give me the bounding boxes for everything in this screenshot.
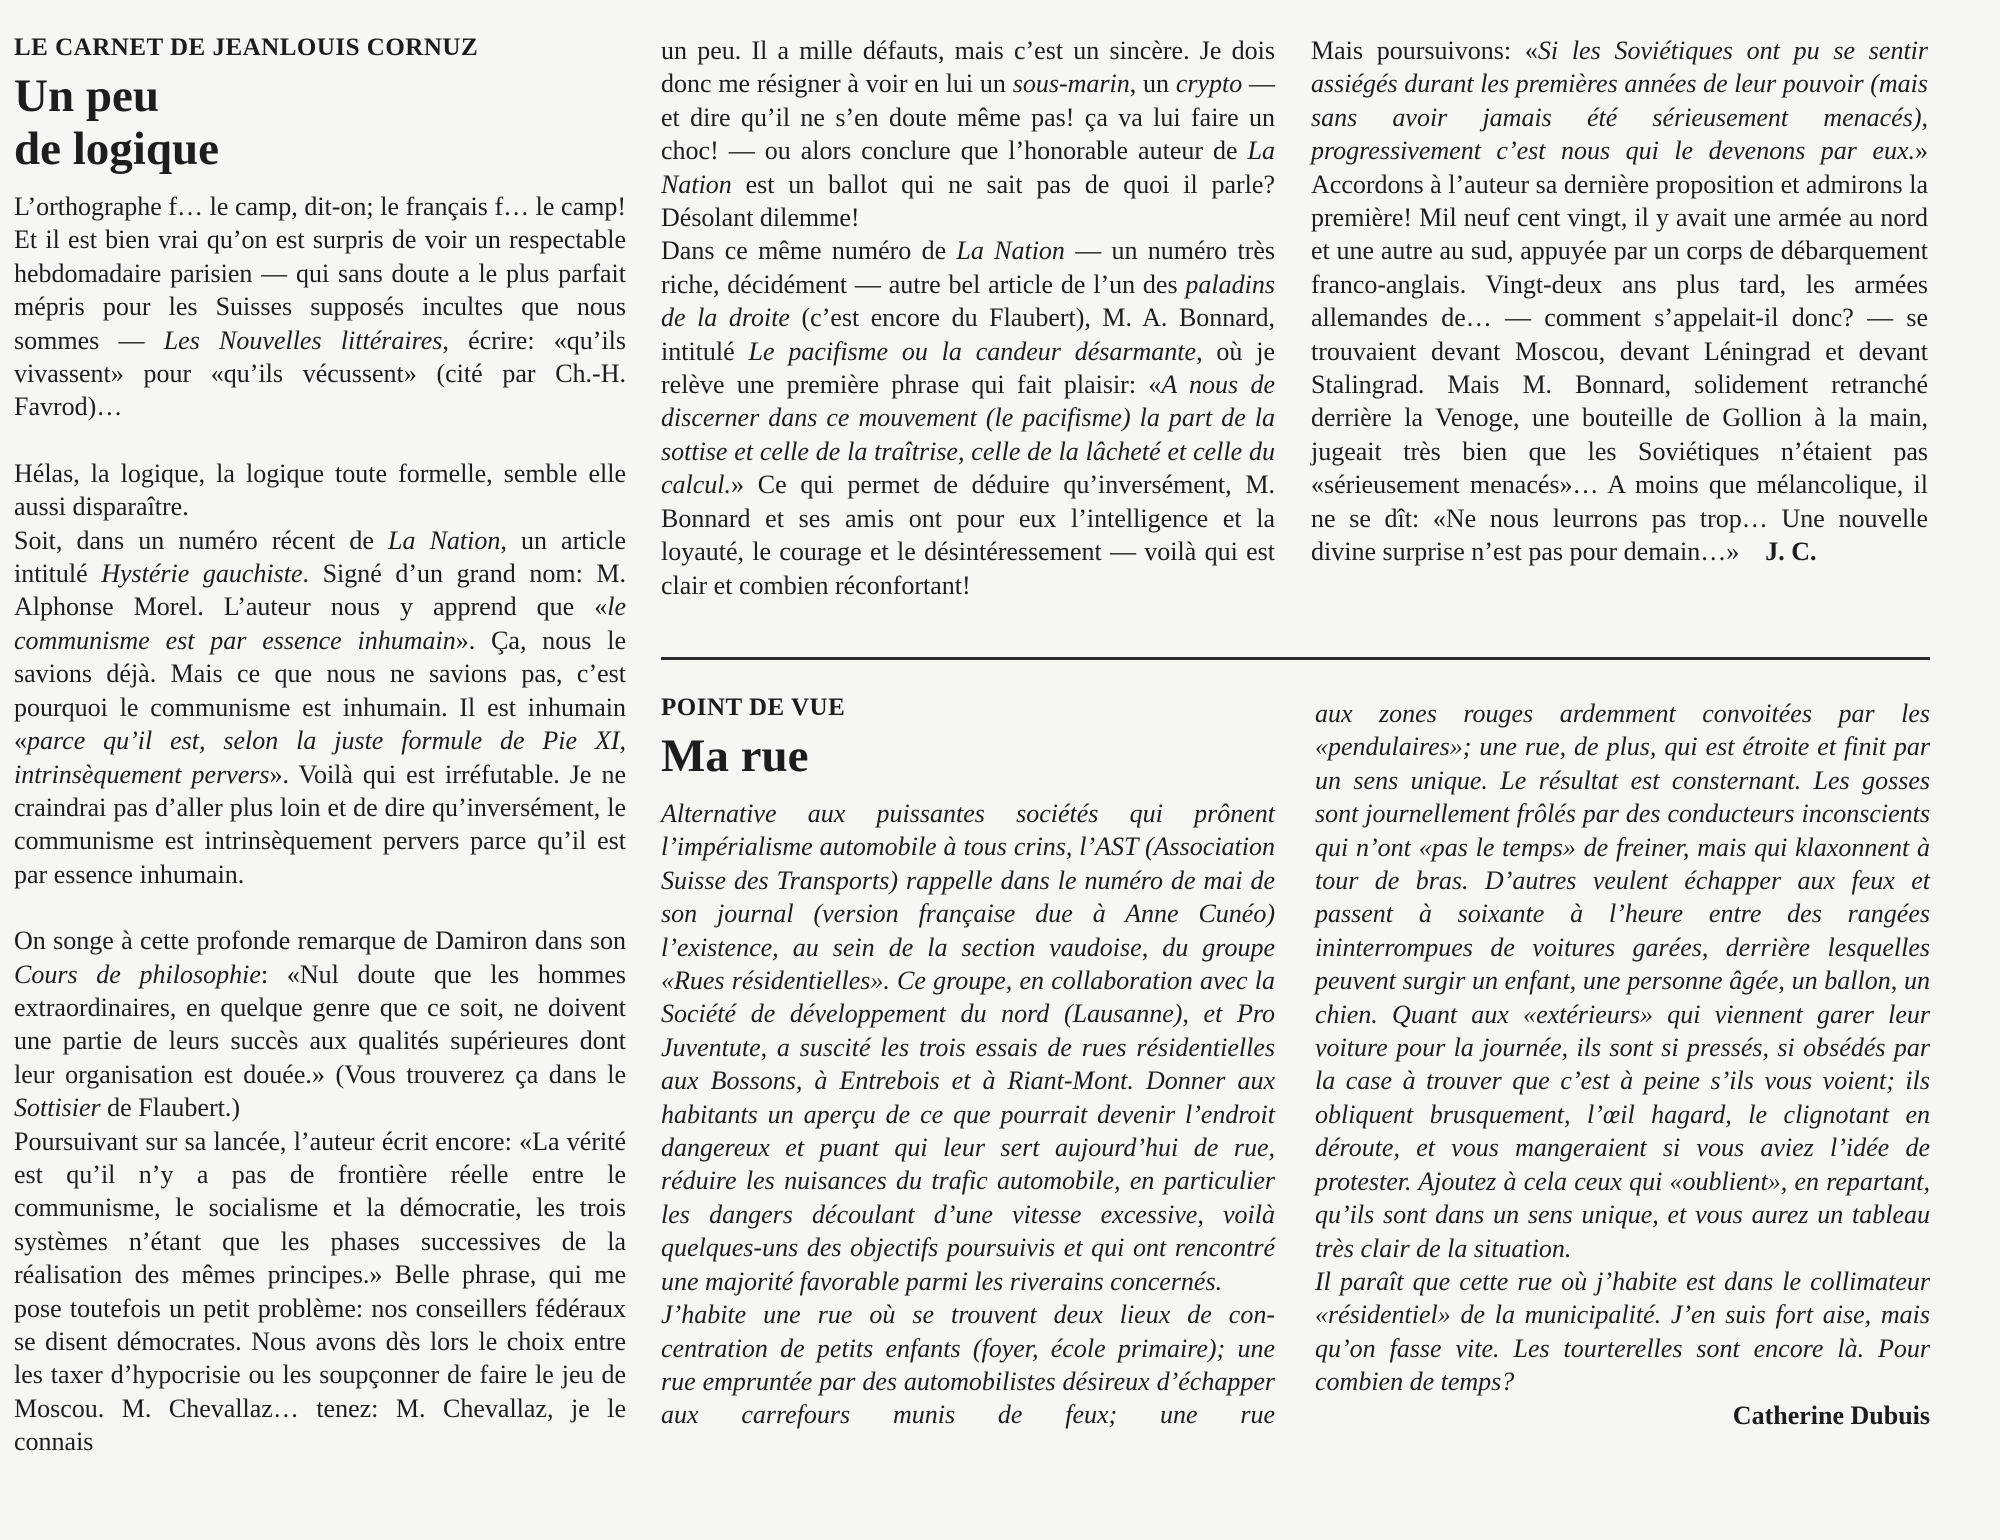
- text-run: ». Ça, nous le savions déjà. Mais ce que nous ne savions pas, c’est pourquoi le communisme est inhumain. Il est inhumain «: [14, 625, 627, 756]
- text-run: de Flaubert.): [100, 1093, 241, 1123]
- carnet-paragraph-1: [14, 190, 626, 424]
- text-run-italic: Cours de philosophie: [14, 959, 261, 989]
- text-run: est un ballot qui ne sait pas de quoi il parle? Désolant dilemme!: [661, 169, 1275, 233]
- text-run-italic: Les Nouvelles littéraires: [163, 325, 443, 355]
- carnet-column-1: [14, 34, 626, 1459]
- text-run-italic: sous-marin: [1012, 69, 1130, 99]
- text-run-italic: La Nation: [661, 136, 1275, 199]
- carnet-column-3: [1311, 34, 1928, 569]
- carnet-title: [14, 70, 626, 176]
- pointdevue-signature: Catherine Dubuis: [1732, 1400, 1930, 1430]
- text-run: Dans ce même numéro de: [661, 236, 957, 266]
- text-run: , écrire: «qu’ils vivassent» pour «qu’ils vécussent» (cité par Ch.-H. Favrod)…: [14, 325, 627, 422]
- text-run: L’orthographe f… le camp, dit-on; le français f… le camp! Et il est bien vrai qu’on est surpris de voir un respectable hebdomadaire parisien — qui sans doute a le plus parfait mépris pour les Suisses supposés incultes que nous sommes —: [14, 192, 626, 355]
- carnet-paragraph-5: Poursuivant sur sa lancée, l’auteur écrit encore: «La vérité est qu’il n’y a pas de frontière réelle entre le communisme, le socialisme et la démocratie, les trois systèmes n’étant que les phases successives de la réalisation des mêmes principes.» Belle phrase, qui me pose toutefois un petit problème: nos conseillers fédéraux se disent démocrates. Nous avons dès lors le choix entre les taxer d’hypocrisie ou les soupçonner de faire le jeu de Moscou. M. Chevallaz… tenez: M. Chevallaz, je le connais: [14, 1126, 626, 1457]
- text-run: » Ce qui permet de déduire qu’inversément, M. Bonnard et ses amis ont pour eux l’intelligence et la loyauté, le courage et le désintéressement — voilà qui est clair et combien réconfortant!: [661, 470, 1275, 600]
- text-run-italic: Si les Soviétiques ont pu se sentir assiégés durant les premières années de leur pouvoir (mais sans avoir jamais été sérieusement menacés), progressivement c’est nous qui le devenons par eux.: [1311, 36, 1929, 166]
- text-run: , où je relève une première phrase qui fait plaisir: «: [661, 336, 1275, 400]
- pointdevue-column-1: [661, 694, 1275, 1432]
- pointdevue-title: Ma rue: [661, 730, 809, 782]
- paragraph-gap: [14, 891, 626, 924]
- text-run-italic: le communisme est par essence inhumain: [14, 592, 626, 655]
- carnet-paragraph-3: [14, 524, 626, 891]
- carnet-kicker: LE CARNET DE JEANLOUIS CORNUZ: [14, 34, 479, 61]
- text-run: : «Nul doute que les hommes extraordinaires, en quelque genre que ce soit, ne doivent une partie de leurs succès aux qualités supérieures dont leur organisation est douée.» (Vous trouverez ça dans le: [14, 959, 626, 1089]
- text-run: ». Voilà qui est irréfutable. Je ne craindrai pas d’aller plus loin et de dire qu’inversément, le communisme est intrinsèquement pervers parce qu’il est par essence inhumain.: [14, 759, 626, 889]
- text-run: On songe à cette profonde remarque de Damiron dans son: [14, 926, 626, 956]
- text-run: (c’est encore du Flaubert), M. A. Bonnard, intitulé: [661, 303, 1275, 366]
- text-run-italic: Le pacifisme ou la candeur désarmante: [748, 336, 1197, 366]
- carnet-paragraph-4: [14, 924, 626, 1124]
- text-run: Soit, dans un numéro récent de: [14, 525, 389, 555]
- carnet-signature: J. C.: [1765, 537, 1817, 567]
- text-run: . Signé d’un grand nom: M. Alphonse Morel. L’auteur nous y apprend que «: [14, 559, 626, 622]
- text-run-italic: Hystérie gauchiste: [101, 559, 303, 589]
- pointdevue-paragraph-1: Alternative aux puissantes sociétés qui prônent l’impérialisme automobile à tous crins, l’AST (Association Suisse des Transports) rappelle dans le numéro de mai de son journal (version française due à Anne Cunéo) l’existence, au sein de la section vaudoise, du groupe «Rues résidentielles». Ce groupe, en collaboration avec la Société de développement du nord (Lausanne), et Pro Juventute, a suscité les trois essais de rues résidentielles aux Bossons, à Entrebois et à Riant-Mont. Donner aux habitants un aperçu de ce que pourrait devenir l’endroit dangereux et puant qui leur sert aujourd’hui de rue, réduire les nuisances du trafic automobile, en particulier les dangers découlant d’une vitesse excessive, voilà quelques-uns des objectifs poursuivis et qui ont rencontré une majorité favorable parmi les riverains concernés.: [661, 799, 1275, 1296]
- paragraph-gap: [14, 424, 626, 457]
- pointdevue-kicker: POINT DE VUE: [661, 694, 846, 721]
- text-run-italic: La Nation: [388, 525, 501, 555]
- carnet-column-2: [661, 34, 1275, 602]
- text-run-italic: La Nation: [956, 236, 1065, 266]
- text-run-italic: parce qu’il est, selon la juste formule de Pie XI, intrinsèquement pervers: [14, 726, 626, 789]
- carnet-paragraph-8: [1311, 34, 1928, 569]
- text-run: , un: [1129, 69, 1176, 99]
- carnet-paragraph-7: [661, 234, 1275, 601]
- text-run: , un article intitulé: [14, 525, 627, 589]
- text-run-italic: crypto: [1175, 69, 1243, 99]
- pointdevue-column-2: [1315, 697, 1930, 1432]
- text-run: un peu. Il a mille défauts, mais c’est un sincère. Je dois donc me résigner à voir en lui un: [661, 36, 1275, 99]
- carnet-paragraph-6: [661, 34, 1275, 234]
- text-run: — et dire qu’il ne s’en doute même pas! ça va lui faire un choc! — ou alors conclure que l’honorable auteur de: [661, 69, 1276, 166]
- pointdevue-paragraph-3: aux zones rouges ardemment convoitées par les «pendulaires»; une rue, de plus, qui est étroite et finit par un sens unique. Le résultat est consternant. Les gosses sont journellement frôlés par des conducteurs inconscients qui n’ont «pas le temps» de freiner, mais qui klaxonnent à tour de bras. D’autres veulent échapper aux feux et passent à soixante à l’heure entre des rangées ininterrompues de voitures garées, derrière lesquelles peuvent surgir un enfant, une personne âgée, un ballon, un chien. Quant aux «extérieurs» qui viennent garer leur voiture pour la journée, ils sont si pressés, si obsédés par la case à trouver que c’est à peine s’ils vous voient; ils obliquent brusquement, l’œil hagard, le clignotant en déroute, et vous mangeraient si vous aviez l’idée de protester. Ajoutez à cela ceux qui «oublient», en repartant, qu’ils sont dans un sens unique, et vous aurez un tableau très clair de la situation.: [1315, 699, 1930, 1263]
- pointdevue-paragraph-2: J’habite une rue où se trouvent deux lieux de concentration de petits enfants (foyer, école primaire); une rue empruntée par des automobilistes désireux d’échapper aux carrefours munis de feux; une rue: [661, 1300, 1275, 1430]
- carnet-paragraph-2: Hélas, la logique, la logique toute formelle, semble elle aussi disparaître.: [14, 458, 626, 522]
- text-run: Mais poursuivons: «: [1311, 36, 1538, 65]
- carnet-title-line2: de logique: [14, 123, 220, 175]
- text-run-italic: A nous de discerner dans ce mouvement (le pacifisme) la part de la sottise et celle de la traîtrise, celle de la lâcheté et celle du calcul.: [661, 370, 1275, 500]
- pointdevue-paragraph-4: Il paraît que cette rue où j’habite est dans le collimateur «résidentiel» de la municipalité. J’en suis fort aise, mais qu’on fasse vite. Les tourterelles sont encore là. Pour combien de temps?: [1315, 1266, 1930, 1397]
- text-run-italic: paladins de la droite: [661, 269, 1275, 333]
- carnet-title-line1: Un peu: [14, 70, 159, 122]
- text-run-italic: Sottisier: [14, 1093, 101, 1123]
- section-divider-rule: [661, 657, 1930, 660]
- text-run: — un numéro très riche, décidément — autre bel article de l’un des: [661, 236, 1275, 299]
- text-run: » Accordons à l’auteur sa dernière proposition et admirons la première! Mil neuf cent vingt, il y avait une armée au nord et une autre au sud, appuyée par un corps de débarquement franco-anglais. Vingt-deux ans plus tard, les armées allemandes de… — comment s’appelait-il donc? — se trouvaient devant Moscou, devant Léningrad et devant Stalingrad. Mais M. Bonnard, solidement retranché derrière la Venoge, une bouteille de Gollion à la main, jugeait très bien que les Soviétiques n’étaient pas «sérieusement menacés»… A moins que mélancolique, il ne se dît: «Ne nous leurrons pas trop… Une nouvelle divine surprise n’est pas pour demain…»: [1311, 136, 1928, 567]
